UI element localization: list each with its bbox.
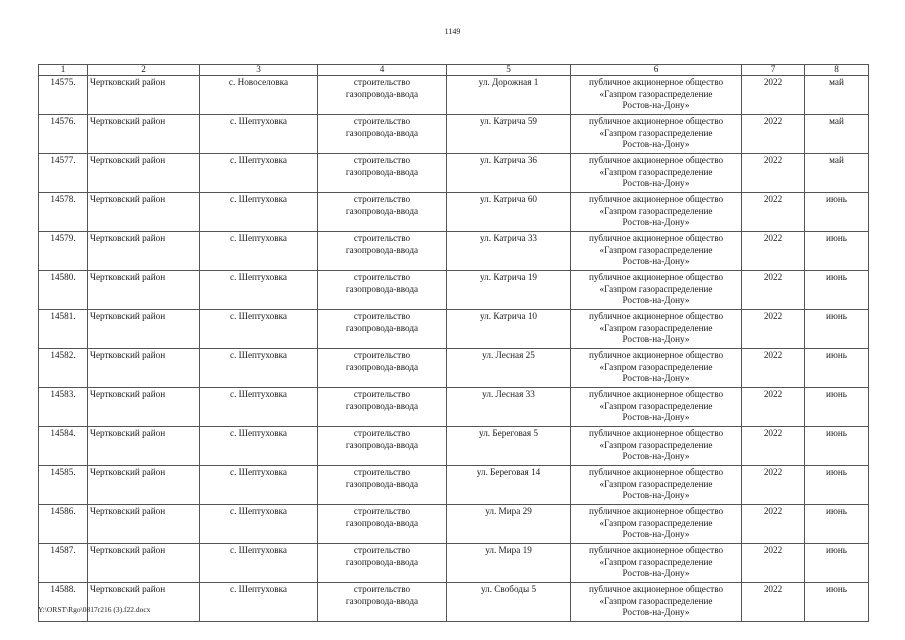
organization-line-1: публичное акционерное общество <box>588 194 724 204</box>
organization-line-1: публичное акционерное общество <box>588 233 724 243</box>
work-type-line-1: строительство <box>353 155 411 165</box>
organization-line-1: публичное акционерное общество <box>588 155 724 165</box>
table-row <box>39 544 869 583</box>
organization-cell <box>571 193 742 232</box>
year-cell: 2022 <box>742 505 805 544</box>
row-number: 14583. <box>39 388 88 427</box>
district-cell: Чертковский район <box>88 232 200 271</box>
work-type-cell <box>318 76 447 115</box>
year-cell: 2022 <box>742 76 805 115</box>
gas-pipeline-registry-table <box>38 64 869 622</box>
column-header-8: 8 <box>805 65 869 76</box>
district-cell: Чертковский район <box>88 583 200 622</box>
table-row <box>39 232 869 271</box>
organization-line-1: публичное акционерное общество <box>588 545 724 555</box>
organization-line-2: «Газпром газораспределение <box>599 400 713 411</box>
work-type-line-1: строительство <box>353 506 411 516</box>
row-number: 14576. <box>39 115 88 154</box>
column-header-6: 6 <box>571 65 742 76</box>
work-type-line-1: строительство <box>353 428 411 438</box>
organization-line-3: Ростов-на-Дону» <box>622 139 690 150</box>
organization-line-2: «Газпром газораспределение <box>599 283 713 294</box>
settlement-cell: с. Шептуховка <box>200 310 318 349</box>
table-row <box>39 583 869 622</box>
address-cell: ул. Катрича 10 <box>447 310 571 349</box>
year-cell: 2022 <box>742 193 805 232</box>
row-number: 14581. <box>39 310 88 349</box>
settlement-cell: с. Шептуховка <box>200 505 318 544</box>
organization-line-2: «Газпром газораспределение <box>599 205 713 216</box>
month-cell: май <box>805 154 869 193</box>
year-cell: 2022 <box>742 466 805 505</box>
district-cell: Чертковский район <box>88 466 200 505</box>
work-type-cell <box>318 154 447 193</box>
address-cell: ул. Катрича 36 <box>447 154 571 193</box>
address-cell: ул. Дорожная 1 <box>447 76 571 115</box>
year-cell: 2022 <box>742 388 805 427</box>
work-type-line-2: газопровода-ввода <box>345 556 419 567</box>
work-type-line-2: газопровода-ввода <box>345 517 419 528</box>
organization-line-1: публичное акционерное общество <box>588 389 724 399</box>
table-row <box>39 466 869 505</box>
table-body <box>39 76 869 622</box>
work-type-line-1: строительство <box>353 467 411 477</box>
work-type-line-2: газопровода-ввода <box>345 439 419 450</box>
row-number: 14577. <box>39 154 88 193</box>
row-number: 14587. <box>39 544 88 583</box>
work-type-line-2: газопровода-ввода <box>345 244 419 255</box>
row-number: 14578. <box>39 193 88 232</box>
work-type-cell <box>318 427 447 466</box>
district-cell: Чертковский район <box>88 271 200 310</box>
work-type-line-2: газопровода-ввода <box>345 595 419 606</box>
organization-line-3: Ростов-на-Дону» <box>622 451 690 462</box>
month-cell: май <box>805 76 869 115</box>
organization-line-1: публичное акционерное общество <box>588 467 724 477</box>
organization-line-2: «Газпром газораспределение <box>599 166 713 177</box>
settlement-cell: с. Шептуховка <box>200 271 318 310</box>
table-row <box>39 115 869 154</box>
work-type-line-1: строительство <box>353 77 411 87</box>
year-cell: 2022 <box>742 154 805 193</box>
work-type-cell <box>318 232 447 271</box>
month-cell: июнь <box>805 271 869 310</box>
organization-line-2: «Газпром газораспределение <box>599 88 713 99</box>
district-cell: Чертковский район <box>88 349 200 388</box>
settlement-cell: с. Шептуховка <box>200 466 318 505</box>
organization-cell <box>571 76 742 115</box>
organization-line-3: Ростов-на-Дону» <box>622 178 690 189</box>
table-row <box>39 505 869 544</box>
organization-line-1: публичное акционерное общество <box>588 428 724 438</box>
work-type-line-1: строительство <box>353 233 411 243</box>
organization-cell <box>571 388 742 427</box>
table-row <box>39 427 869 466</box>
organization-line-2: «Газпром газораспределение <box>599 322 713 333</box>
work-type-line-1: строительство <box>353 116 411 126</box>
month-cell: июнь <box>805 583 869 622</box>
settlement-cell: с. Шептуховка <box>200 427 318 466</box>
year-cell: 2022 <box>742 232 805 271</box>
organization-line-2: «Газпром газораспределение <box>599 595 713 606</box>
organization-line-1: публичное акционерное общество <box>588 116 724 126</box>
work-type-line-1: строительство <box>353 389 411 399</box>
table-row <box>39 271 869 310</box>
organization-line-3: Ростов-на-Дону» <box>622 256 690 267</box>
address-cell: ул. Береговая 5 <box>447 427 571 466</box>
organization-line-3: Ростов-на-Дону» <box>622 568 690 579</box>
month-cell: май <box>805 115 869 154</box>
row-number: 14585. <box>39 466 88 505</box>
work-type-line-2: газопровода-ввода <box>345 88 419 99</box>
work-type-cell <box>318 583 447 622</box>
year-cell: 2022 <box>742 427 805 466</box>
organization-cell <box>571 505 742 544</box>
organization-line-2: «Газпром газораспределение <box>599 127 713 138</box>
address-cell: ул. Катрича 60 <box>447 193 571 232</box>
month-cell: июнь <box>805 544 869 583</box>
year-cell: 2022 <box>742 544 805 583</box>
organization-line-1: публичное акционерное общество <box>588 506 724 516</box>
work-type-line-1: строительство <box>353 350 411 360</box>
district-cell: Чертковский район <box>88 388 200 427</box>
table-row <box>39 349 869 388</box>
work-type-cell <box>318 544 447 583</box>
column-header-7: 7 <box>742 65 805 76</box>
work-type-cell <box>318 310 447 349</box>
organization-line-3: Ростов-на-Дону» <box>622 100 690 111</box>
settlement-cell: с. Шептуховка <box>200 115 318 154</box>
work-type-line-1: строительство <box>353 545 411 555</box>
settlement-cell: с. Шептуховка <box>200 154 318 193</box>
settlement-cell: с. Шептуховка <box>200 349 318 388</box>
work-type-line-2: газопровода-ввода <box>345 127 419 138</box>
year-cell: 2022 <box>742 583 805 622</box>
address-cell: ул. Катрича 19 <box>447 271 571 310</box>
organization-line-1: публичное акционерное общество <box>588 584 724 594</box>
work-type-cell <box>318 505 447 544</box>
organization-cell <box>571 544 742 583</box>
organization-line-2: «Газпром газораспределение <box>599 361 713 372</box>
work-type-cell <box>318 388 447 427</box>
address-cell: ул. Лесная 25 <box>447 349 571 388</box>
work-type-line-1: строительство <box>353 311 411 321</box>
district-cell: Чертковский район <box>88 544 200 583</box>
address-cell: ул. Береговая 14 <box>447 466 571 505</box>
footer-file-path: Y:\ORST\Rgo\0817r216 (3).f22.docx <box>38 605 151 614</box>
settlement-cell: с. Шептуховка <box>200 388 318 427</box>
organization-cell <box>571 154 742 193</box>
month-cell: июнь <box>805 505 869 544</box>
organization-cell <box>571 427 742 466</box>
organization-cell <box>571 115 742 154</box>
work-type-line-2: газопровода-ввода <box>345 322 419 333</box>
row-number: 14582. <box>39 349 88 388</box>
year-cell: 2022 <box>742 349 805 388</box>
district-cell: Чертковский район <box>88 115 200 154</box>
table-row <box>39 193 869 232</box>
address-cell: ул. Мира 19 <box>447 544 571 583</box>
work-type-line-1: строительство <box>353 272 411 282</box>
row-number: 14575. <box>39 76 88 115</box>
settlement-cell: с. Новоселовка <box>200 76 318 115</box>
organization-line-3: Ростов-на-Дону» <box>622 373 690 384</box>
organization-line-3: Ростов-на-Дону» <box>622 607 690 618</box>
organization-cell <box>571 271 742 310</box>
column-header-1: 1 <box>39 65 88 76</box>
organization-line-2: «Газпром газораспределение <box>599 244 713 255</box>
work-type-cell <box>318 466 447 505</box>
column-header-2: 2 <box>88 65 200 76</box>
district-cell: Чертковский район <box>88 76 200 115</box>
work-type-cell <box>318 271 447 310</box>
work-type-line-2: газопровода-ввода <box>345 400 419 411</box>
work-type-cell <box>318 115 447 154</box>
organization-line-3: Ростов-на-Дону» <box>622 412 690 423</box>
year-cell: 2022 <box>742 115 805 154</box>
work-type-line-2: газопровода-ввода <box>345 166 419 177</box>
district-cell: Чертковский район <box>88 193 200 232</box>
month-cell: июнь <box>805 193 869 232</box>
settlement-cell: с. Шептуховка <box>200 193 318 232</box>
row-number: 14584. <box>39 427 88 466</box>
month-cell: июнь <box>805 388 869 427</box>
column-header-3: 3 <box>200 65 318 76</box>
organization-cell <box>571 466 742 505</box>
organization-line-2: «Газпром газораспределение <box>599 556 713 567</box>
organization-line-2: «Газпром газораспределение <box>599 478 713 489</box>
organization-cell <box>571 232 742 271</box>
organization-line-1: публичное акционерное общество <box>588 77 724 87</box>
month-cell: июнь <box>805 232 869 271</box>
column-header-5: 5 <box>447 65 571 76</box>
table-row <box>39 76 869 115</box>
column-header-4: 4 <box>318 65 447 76</box>
organization-line-3: Ростов-на-Дону» <box>622 490 690 501</box>
organization-cell <box>571 349 742 388</box>
work-type-line-2: газопровода-ввода <box>345 283 419 294</box>
month-cell: июнь <box>805 310 869 349</box>
row-number: 14588. <box>39 583 88 622</box>
header-row <box>39 65 869 76</box>
page-number: 1149 <box>444 27 461 36</box>
year-cell: 2022 <box>742 271 805 310</box>
settlement-cell: с. Шептуховка <box>200 544 318 583</box>
month-cell: июнь <box>805 427 869 466</box>
organization-line-1: публичное акционерное общество <box>588 350 724 360</box>
address-cell: ул. Катрича 59 <box>447 115 571 154</box>
organization-line-1: публичное акционерное общество <box>588 311 724 321</box>
row-number: 14579. <box>39 232 88 271</box>
table-row <box>39 154 869 193</box>
organization-line-2: «Газпром газораспределение <box>599 439 713 450</box>
table-row <box>39 310 869 349</box>
address-cell: ул. Свободы 5 <box>447 583 571 622</box>
organization-line-3: Ростов-на-Дону» <box>622 295 690 306</box>
work-type-line-2: газопровода-ввода <box>345 205 419 216</box>
month-cell: июнь <box>805 466 869 505</box>
work-type-line-1: строительство <box>353 584 411 594</box>
organization-line-2: «Газпром газораспределение <box>599 517 713 528</box>
organization-line-1: публичное акционерное общество <box>588 272 724 282</box>
work-type-line-2: газопровода-ввода <box>345 361 419 372</box>
table-row <box>39 388 869 427</box>
organization-line-3: Ростов-на-Дону» <box>622 529 690 540</box>
organization-line-3: Ростов-на-Дону» <box>622 217 690 228</box>
work-type-line-1: строительство <box>353 194 411 204</box>
district-cell: Чертковский район <box>88 310 200 349</box>
settlement-cell: с. Шептуховка <box>200 232 318 271</box>
year-cell: 2022 <box>742 310 805 349</box>
address-cell: ул. Катрича 33 <box>447 232 571 271</box>
row-number: 14586. <box>39 505 88 544</box>
row-number: 14580. <box>39 271 88 310</box>
work-type-line-2: газопровода-ввода <box>345 478 419 489</box>
settlement-cell: с. Шептуховка <box>200 583 318 622</box>
address-cell: ул. Мира 29 <box>447 505 571 544</box>
address-cell: ул. Лесная 33 <box>447 388 571 427</box>
district-cell: Чертковский район <box>88 505 200 544</box>
month-cell: июнь <box>805 349 869 388</box>
work-type-cell <box>318 193 447 232</box>
organization-cell <box>571 583 742 622</box>
work-type-cell <box>318 349 447 388</box>
district-cell: Чертковский район <box>88 154 200 193</box>
district-cell: Чертковский район <box>88 427 200 466</box>
organization-line-3: Ростов-на-Дону» <box>622 334 690 345</box>
organization-cell <box>571 310 742 349</box>
